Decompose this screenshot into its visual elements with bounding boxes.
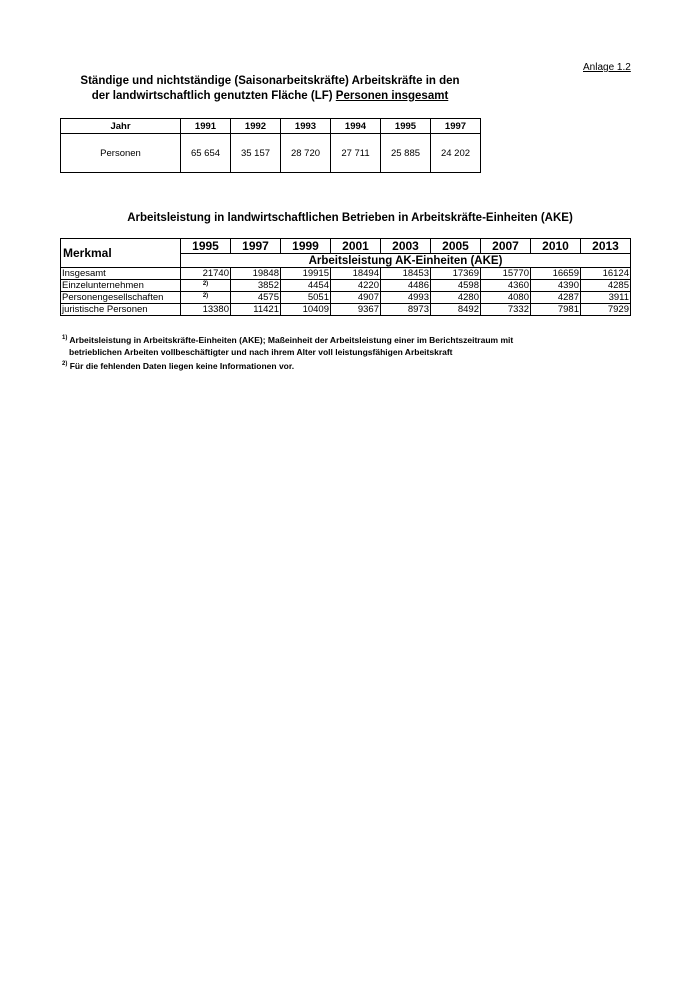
table-cell: 18494 (331, 268, 381, 280)
table1-title-line1: Ständige und nichtständige (Saisonarbeitskräfte) Arbeitskräfte in den (80, 75, 460, 87)
row-label: Personen (61, 134, 181, 173)
year-header: 1997 (431, 119, 481, 134)
table-cell: 11421 (231, 304, 281, 316)
year-header: 2005 (431, 239, 481, 254)
year-header: 1993 (281, 119, 331, 134)
table-cell: 8973 (381, 304, 431, 316)
footnote-1-mark: 1) (62, 335, 68, 341)
table-cell: 15770 (481, 268, 531, 280)
table-cell: 3911 (581, 292, 631, 304)
table-row (61, 268, 631, 280)
table-cell: 18453 (381, 268, 431, 280)
persons-value: 24 202 (431, 134, 481, 173)
table-cell: 4907 (331, 292, 381, 304)
table-cell: 9367 (331, 304, 381, 316)
table1-title (60, 74, 480, 104)
table-cell: 4575 (231, 292, 281, 304)
table-cell: 16124 (581, 268, 631, 280)
year-header: 1997 (231, 239, 281, 254)
row-label: juristische Personen (61, 304, 181, 316)
persons-value: 28 720 (281, 134, 331, 173)
footnote-marker (181, 280, 231, 292)
table-row (61, 304, 631, 316)
footnote-marker-text: 2) (202, 281, 209, 287)
row-label: Personengesellschaften (61, 292, 181, 304)
table-cell: 17369 (431, 268, 481, 280)
footnote-2-mark: 2) (62, 360, 68, 367)
table-cell: 4454 (281, 280, 331, 292)
year-header: 2003 (381, 239, 431, 254)
ake-subheader: Arbeitsleistung AK-Einheiten (AKE) (181, 254, 631, 268)
table-cell: 7981 (531, 304, 581, 316)
year-header: 2007 (481, 239, 531, 254)
footnote-1 (62, 332, 513, 346)
year-header: 1995 (181, 239, 231, 254)
table-cell: 5051 (281, 292, 331, 304)
table1-title-line2-prefix: der landwirtschaftlich genutzten Fläche (LF) (91, 90, 336, 102)
footnote-2-text: Für die fehlenden Daten liegen keine Informationen vor. (69, 360, 295, 371)
table-cell: 19848 (231, 268, 281, 280)
table-cell: 10409 (281, 304, 331, 316)
table1-title-line2 (60, 89, 480, 104)
annex-label: Anlage 1.2 (583, 62, 631, 73)
year-header: 2001 (331, 239, 381, 254)
year-header: 2013 (581, 239, 631, 254)
persons-value: 35 157 (231, 134, 281, 173)
table-row (61, 280, 631, 292)
persons-table-header-row (61, 119, 481, 134)
table-cell: 4287 (531, 292, 581, 304)
ake-table-year-row (61, 239, 631, 254)
table-cell: 16659 (531, 268, 581, 280)
year-header: 1994 (331, 119, 381, 134)
footnote-1-line2: betrieblichen Arbeiten vollbeschäftigter und nach ihrem Alter voll leistungsfähigen Arbeitskraft (69, 346, 453, 357)
footnote-marker (181, 292, 231, 304)
table1-title-line2-underlined: Personen insgesamt (335, 90, 449, 102)
merkmal-header: Merkmal (61, 239, 181, 268)
table-cell: 13380 (181, 304, 231, 316)
jahr-header: Jahr (61, 119, 181, 134)
table-cell: 19915 (281, 268, 331, 280)
year-header: 1995 (381, 119, 431, 134)
table-cell: 7929 (581, 304, 631, 316)
year-header: 2010 (531, 239, 581, 254)
table2-title: Arbeitsleistung in landwirtschaftlichen Betrieben in Arbeitskräfte-Einheiten (AKE) (127, 212, 573, 224)
table-cell: 4390 (531, 280, 581, 292)
year-header: 1992 (231, 119, 281, 134)
persons-value: 27 711 (331, 134, 381, 173)
footnote-1-line1: Arbeitsleistung in Arbeitskräfte-Einheiten (AKE); Maßeinheit der Arbeitsleistung einer im Berichtszeitraum mit (69, 334, 514, 345)
table-cell: 4220 (331, 280, 381, 292)
table-cell: 4598 (431, 280, 481, 292)
persons-value: 25 885 (381, 134, 431, 173)
row-label: Einzelunternehmen (61, 280, 181, 292)
table-row (61, 292, 631, 304)
persons-table-row (61, 134, 481, 173)
footnote-marker-text: 2) (202, 293, 209, 300)
ake-table (60, 238, 631, 316)
table-cell: 8492 (431, 304, 481, 316)
year-header: 1999 (281, 239, 331, 254)
table-cell: 21740 (181, 268, 231, 280)
table-cell: 3852 (231, 280, 281, 292)
persons-value: 65 654 (181, 134, 231, 173)
footnotes (62, 332, 513, 372)
year-header: 1991 (181, 119, 231, 134)
row-label: Insgesamt (61, 268, 181, 280)
table-cell: 4080 (481, 292, 531, 304)
persons-table (60, 118, 481, 173)
table-cell: 4486 (381, 280, 431, 292)
table-cell: 7332 (481, 304, 531, 316)
table-cell: 4993 (381, 292, 431, 304)
footnote-2 (62, 358, 513, 372)
table-cell: 4360 (481, 280, 531, 292)
table-cell: 4280 (431, 292, 481, 304)
table-cell: 4285 (581, 280, 631, 292)
